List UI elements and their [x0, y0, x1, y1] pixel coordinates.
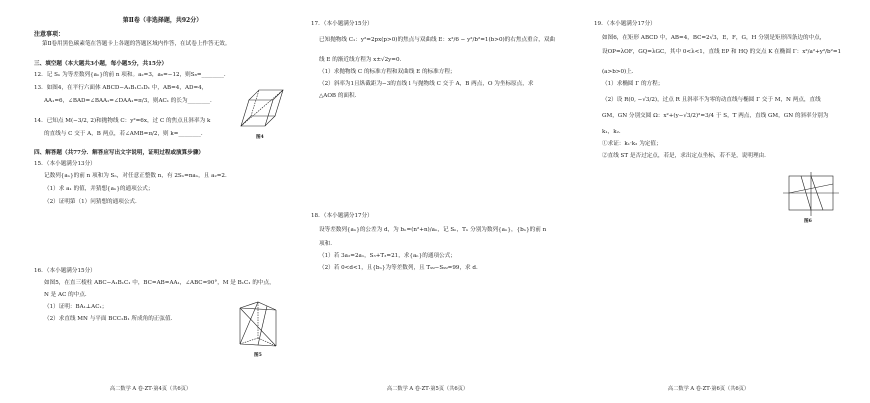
question-12: 12．记 Sₙ 为等差数列{aₙ}的前 n 项和。a₂=3，a₆=−12，则S₈=________. [34, 72, 226, 78]
question-15-stem: 记数列{aₙ}的前 n 项和为 Sₙ，对任意正整数 n，有 2Sₙ=naₙ，且 a₂=2. [44, 173, 227, 179]
solve-heading: 四、解答题（共77分．解答应写出文字说明，证明过程或演算步骤） [34, 150, 205, 156]
question-17-stem: 已知抛物线 C₁：y²=2px(p>0)的焦点与双曲线 E：x²/6 − y²/b²=1(b>0)的右焦点重合，双曲 [319, 37, 556, 43]
question-19-sub2: ②直线 ST 是否过定点，若是，求出定点坐标，若不是，说明理由. [602, 153, 766, 159]
notes-heading: 注意事项： [34, 31, 65, 38]
question-18-stem: 设等差数列{aₙ}的公差为 d，为 bₙ=(n²+n)/aₙ，记 Sₙ，Tₙ 分别为数列{aₙ}，{bₙ}的前 n [319, 227, 547, 233]
question-15-part1: （1）求 a₁ 的值，并猜想{aₙ}的通项公式； [44, 186, 154, 192]
question-18-title: 18．（本小题满分17分） [311, 213, 373, 219]
question-14-line1: 14．已知点 M(−3/2, 2)和抛物线 C：y²=6x，过 C 的焦点且斜率为 k [34, 118, 211, 124]
question-17-title: 17．（本小题满分15分） [311, 21, 373, 27]
figure-5-caption: 图5 [254, 353, 262, 358]
question-13-line1: 13．如图4，在平行六面体 ABCD−A₁B₁C₁D₁ 中，AB=4，AD=4， [34, 85, 208, 91]
question-17-part1: （1）求抛物线 C 的标准方程和双曲线 E 的标准方程； [319, 69, 456, 75]
question-19-sub1: ①求证：k₁·k₂ 为定值； [602, 141, 662, 147]
question-15-part2: （2）证明第（1）问猜想的通项公式. [44, 199, 137, 205]
figure-4-parallelepiped [235, 86, 287, 134]
page-footer: 高二数学 A 卷·ZT·第6页（共6页） [668, 385, 750, 392]
figure-6-rectangle [783, 172, 839, 216]
question-19-part1: （1）求椭圆 Γ 的方程； [602, 81, 664, 87]
fill-heading: 三、填空题（本大题共3小题，每小题5分，共15分） [34, 61, 168, 67]
question-17-part2: （2）斜率为1且纵截距为−3的直线 l 与抛物线 C 交于 A，B 两点，O 为坐标原点，求 [319, 81, 534, 87]
section-title: 第Ⅱ卷（非选择题，共92分） [122, 17, 203, 24]
question-16-stem: 如图5，在直三棱柱 ABC−A₁B₁C₁ 中，BC=AB=AA₁，∠ABC=90°，M 是 B₁C₁ 的中点， [44, 280, 275, 286]
question-19-stem: 如图6，在矩形 ABCD 中，AB=4，BC=2√3，E，F，G，H 分别是矩形四条边的中点， [602, 35, 826, 41]
page-6 [590, 0, 845, 403]
question-14-line2: 的直线与 C 交于 A，B 两点，若∠AMB=π/2，则 k=________. [44, 131, 203, 137]
page-footer: 高二数学 A 卷·ZT·第5页（共6页） [387, 385, 469, 392]
question-18-part1: （1）若 3a₂=2a₁，S₃+T₃=21，求{aₙ}的通项公式； [319, 253, 456, 259]
page-4 [30, 0, 295, 403]
notes-text: 第Ⅱ卷用黑色碳素笔在答题卡上各题的答题区域内作答，在试卷上作答无效。 [42, 41, 231, 47]
figure-4-caption: 图4 [256, 135, 264, 140]
question-19-stem-2: 设OP=λOF，GQ=λGC，其中 0<λ<1，直线 EP 和 HQ 的交点 K 在椭圆 Γ：x²/a²+y²/b²=1 [602, 49, 842, 55]
question-18-part2: （2）若 0<d<1，且{bₙ}为等差数列，且 T₉₉−S₉₉=99，求 d. [319, 265, 478, 271]
question-16-stem-2: N 是 AC 的中点. [44, 292, 87, 298]
question-17-part2-2: △AOB 的面积. [319, 93, 357, 99]
question-18-stem-2: 项和. [319, 241, 332, 247]
question-17-stem-2: 线 E 的渐近线方程为 x±√2y=0. [319, 57, 402, 63]
question-13-line2: AA₁=6，∠BAD=∠BAA₁=∠DAA₁=π/3，则AC₁ 的长为________. [44, 98, 212, 104]
question-19-part2: （2）设 R(0, −√3/2)，过点 R 且斜率不为零的动直线与椭圆 Γ 交于 M，N 两点，直线 [602, 97, 821, 103]
page-footer: 高二数学 A 卷·ZT·第4页（共6页） [110, 385, 192, 392]
question-16-title: 16．（本小题满分15分） [34, 268, 96, 274]
question-19-stem-3: (a>b>0)上. [602, 69, 634, 75]
figure-5-prism [236, 298, 280, 352]
question-15-title: 15．（本小题满分13分） [34, 161, 96, 167]
page-5 [307, 0, 569, 403]
question-19-part2-2: GM，GN 分别交圆 Ω：x²+(y−√3/2)²=3/4 于 S，T 两点，直线 GM，GN 的斜率分别为 [602, 113, 829, 119]
question-19-title: 19．（本小题满分17分） [594, 21, 656, 27]
figure-6-caption: 图6 [804, 219, 812, 224]
question-16-part2: （2）求直线 MN 与平面 BCC₁B₁ 所成角的正弦值. [44, 316, 173, 322]
question-16-part1: （1）证明：BA₁⊥AC₁； [44, 304, 108, 310]
question-19-part2-3: k₁，k₂. [602, 129, 621, 135]
